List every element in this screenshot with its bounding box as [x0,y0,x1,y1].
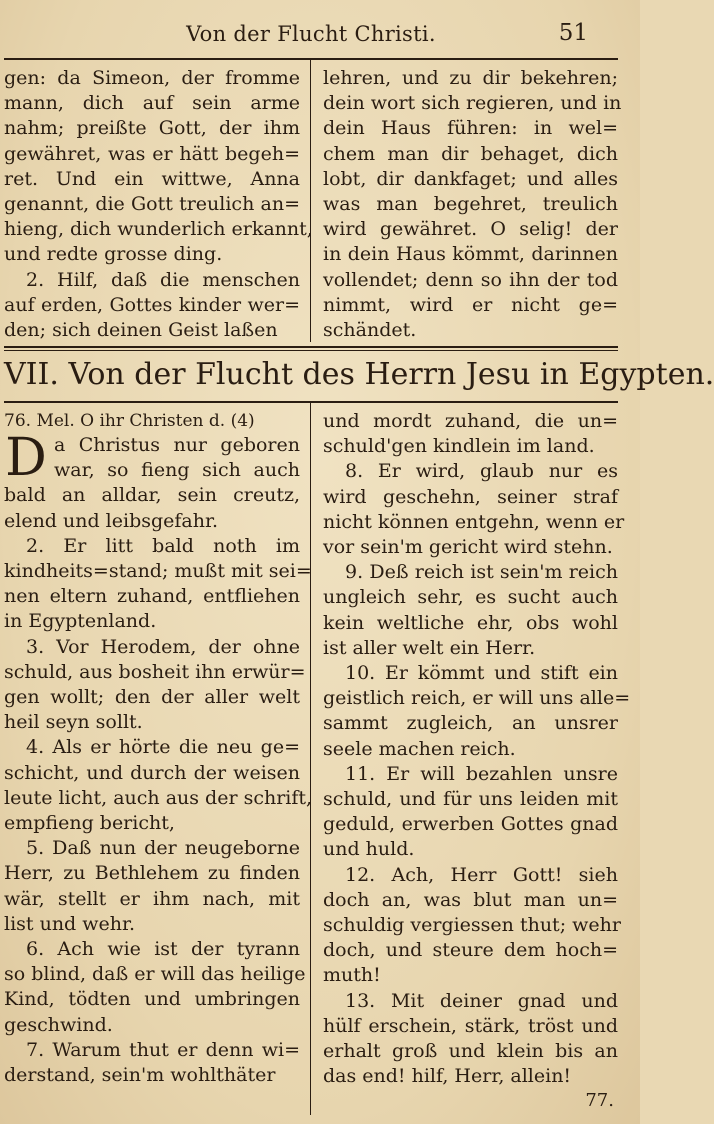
drop-capital: D [5,428,47,488]
text-line: 9. Deß reich ist sein'm reich [345,561,618,584]
text-line: in Egyptenland. [4,610,157,633]
text-line: dein wort sich regieren, und in [323,92,622,115]
page-number: 51 [558,20,588,46]
text-line: und huld. [323,838,415,861]
text-line: lobt, dir dankfaget; und alles [323,167,618,190]
text-line: genannt, die Gott treulich an= [4,193,300,216]
text-line: so blind, daß er will das heilige [4,963,306,986]
text-line: 7. Warum thut er denn wi= [26,1038,300,1061]
text-line: war, so fieng sich auch [54,459,300,482]
text-line: ist aller welt ein Herr. [323,636,536,659]
text-line: 2. Er litt bald noth im [26,534,300,557]
text-line: schuld'gen kindlein im land. [323,435,595,458]
text-line: 11. Er will bezahlen unsre [345,762,618,785]
text-line: 8. Er wird, glaub nur es [345,460,618,483]
text-line: schuld, und für uns leiden mit [323,788,618,811]
text-line: mann, dich auf sein arme [4,92,300,115]
text-line: gen wollt; den der aller welt [4,686,300,709]
text-line: nen eltern zuhand, entfliehen [4,585,300,608]
text-line: in dein Haus kömmt, darinnen [323,243,618,266]
text-line: chem man dir behaget, dich [323,142,618,165]
text-line: was man begehret, treulich [323,193,618,216]
text-line: Herr, zu Bethlehem zu finden [4,862,300,885]
text-line: a Christus nur geboren [54,434,300,456]
text-line: doch, und steure dem hoch= [323,939,618,962]
text-line: list und wehr. [4,912,136,935]
text-line: 10. Er kömmt und stift ein [345,662,618,685]
text-line: nahm; preißte Gott, der ihm [4,117,300,140]
text-line: lehren, und zu dir bekehren; [323,67,618,89]
text-line: Kind, tödten und umbringen [4,988,300,1011]
text-line: 12. Ach, Herr Gott! sieh [345,863,618,886]
text-line: gen: da Simeon, der fromme [4,67,300,89]
text-line: empfieng bericht, [4,812,175,835]
text-line: und redte grosse ding. [4,243,223,266]
text-line: derstand, sein'm wohlthäter [4,1064,276,1087]
top-left-column [4,60,311,342]
top-right-column [311,60,622,342]
hymn-76 [4,403,631,1115]
text-line: gewähret, was er hätt begeh= [4,142,300,165]
text-line: hieng, dich wunderlich erkannt, [4,218,313,241]
text-line: elend und leibsgefahr. [4,509,219,532]
top-hymn-continuation [4,60,622,342]
text-line: den; sich deinen Geist laßen [4,319,278,342]
text-line: seele machen reich. [323,737,516,760]
text-line: hülf erschein, stärk, tröst und [323,1014,618,1037]
text-line: 6. Ach wie ist der tyrann [26,938,300,961]
melody-line: 76. Mel. O ihr Christen d. (4) [4,411,255,431]
text-line: schuldig vergiessen thut; wehr [323,914,621,937]
text-line: sammt zugleich, an unsrer [323,712,618,735]
text-line: geschwind. [4,1013,113,1036]
text-line: dein Haus führen: in wel= [323,117,618,140]
section-heading: VII. Von der Flucht des Herrn Jesu in Egypten. [4,357,714,392]
hymn-right-column [311,403,631,1115]
text-line: 4. Als er hörte die neu ge= [26,736,300,759]
text-line: kindheits=stand; mußt mit sei= [4,560,312,583]
text-line: nimmt, wird er nicht ge= [323,293,618,316]
text-line: geistlich reich, er will uns alle= [323,687,631,710]
text-line: auf erden, Gottes kinder wer= [4,293,300,316]
text-line: das end! hilf, Herr, allein! [323,1065,572,1088]
running-title: Von der Flucht Christi. [186,22,436,46]
text-line: geduld, erwerben Gottes gnad [323,813,618,836]
text-line: 2. Hilf, daß die menschen [26,268,300,291]
text-line: 13. Mit deiner gnad und [345,989,618,1012]
text-line: heil seyn sollt. [4,711,143,734]
catchword: 77. [585,1090,614,1112]
text-line: leute licht, auch aus der schrift, [4,786,313,809]
text-line: 3. Vor Herodem, der ohne [26,635,300,658]
text-line: nicht können entgehn, wenn er [323,510,625,533]
first-stanza-opening [4,428,300,488]
text-line: muth! [323,964,381,987]
text-line: wird gewähret. O selig! der [323,218,618,241]
text-line: und mordt zuhand, die un= [323,410,618,432]
text-line: vor sein'm gericht wird stehn. [323,536,613,559]
text-line: ungleich sehr, es sucht auch [323,586,618,609]
hymn-left-column [4,403,311,1115]
section-rule [4,346,618,348]
text-line: erhalt groß und klein bis an [323,1040,618,1063]
text-line: wird geschehn, seiner straf [323,485,618,508]
text-line: schändet. [323,319,417,342]
text-line: kein weltliche ehr, obs wohl [323,611,618,634]
text-line: schuld, aus bosheit ihn erwür= [4,660,306,683]
text-line: bald an alldar, sein creutz, [4,484,300,507]
running-header [4,18,618,54]
text-line: 5. Daß nun der neugeborne [26,837,300,860]
text-line: schicht, und durch der weisen [4,761,300,784]
text-line: wär, stellt er ihm nach, mit [4,887,300,910]
text-line: doch an, was blut man un= [323,888,618,911]
text-line: vollendet; denn so ihn der tod [323,268,618,291]
text-line: ret. Und ein wittwe, Anna [4,167,300,190]
